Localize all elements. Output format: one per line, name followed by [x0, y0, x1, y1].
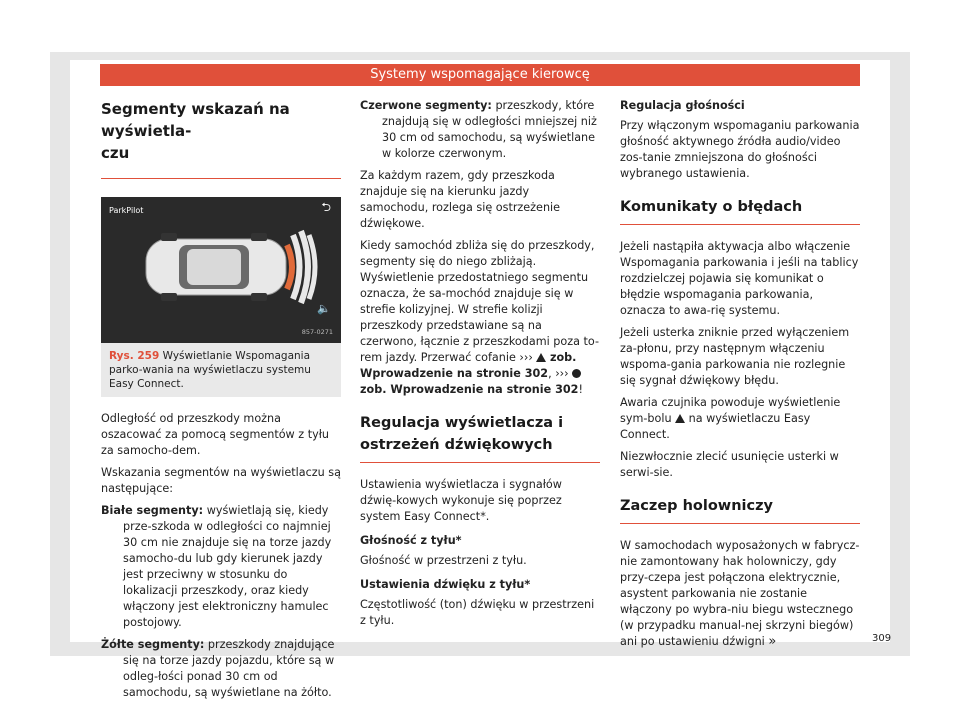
- paragraph: Odległość od przeszkody można oszacować za pomocą segmentów z tyłu za samocho-dem.: [101, 412, 329, 457]
- paragraph: Niezwłocznie zlecić usunięcie usterki w serwi-sie.: [620, 450, 839, 479]
- info-icon: [572, 369, 581, 378]
- section-heading-block: [360, 412, 600, 463]
- warning-icon: [675, 414, 685, 423]
- paragraph: Za każdym razem, gdy przeszkoda znajduje się na kierunku jazdy samochodu, rozlega się ostrzeżenie dźwiękowe.: [360, 169, 561, 230]
- screen-label: ParkPilot: [109, 206, 144, 215]
- caption-number: Rys. 259: [109, 350, 160, 362]
- section-heading: Komunikaty o błędach: [620, 199, 803, 215]
- figure-code: 857-0271: [301, 328, 333, 336]
- chapter-header: Systemy wspomagające kierowcę: [100, 64, 860, 86]
- crossref-link[interactable]: zob. Wprowadzenie na stronie 302: [360, 383, 579, 396]
- paragraph: Ustawienia wyświetlacza i sygnałów dźwię-kowych wykonuje się poprzez system Easy Connect*.: [360, 478, 562, 523]
- section-heading-block: [620, 495, 860, 524]
- paragraph: Awaria czujnika powoduje wyświetlenie sym-bolu na wyświetlaczu Easy Connect.: [620, 396, 841, 441]
- definition-white: Białe segmenty: wyświetlają się, kiedy prze-szkoda w odległości co najmniej 30 cm nie znajduje się na torze jazdy samocho-du lub gdy kierunek jazdy jest przeciwny w stosunku do lokalizacji przeszkody, oraz kiedy włączony jest elektroniczny hamulec postojowy.: [101, 504, 332, 629]
- column-middle: [360, 98, 600, 635]
- car-illustration: [101, 197, 341, 343]
- page-number: 309: [872, 633, 892, 644]
- definition-yellow: Żółte segmenty: przeszkody znajdujące się na torze jazdy pojazdu, które są w odleg-łości ponad 30 cm od samochodu, są wyświetlane na żółto.: [101, 638, 335, 699]
- section-heading: Zaczep holowniczy: [620, 498, 773, 514]
- section-heading-block: [620, 196, 860, 225]
- subheading: Głośność z tyłu*: [360, 534, 462, 547]
- column-right: [620, 98, 860, 656]
- paragraph-warning: Kiedy samochód zbliża się do przeszkody, segmenty się do niego zbliżają. Wyświetlenie przedostatniego segmentu oznacza, że sa-mochód znajduje się w strefie kolizyjnej. W strefie kolizji przeszkody przedstawiane są na czerwono, łącznie z przeszkodami poza to-rem jazdy. Przerwać cofanie ››› zob. Wprowadzenie na stronie 302, ››› zob. Wprowadzenie na stronie 302!: [360, 239, 599, 396]
- paragraph: Wskazania segmentów na wyświetlaczu są następujące:: [101, 466, 341, 495]
- section-heading: Regulacja wyświetlacza i ostrzeżeń dźwiękowych: [360, 415, 564, 453]
- return-icon: ⮌: [321, 200, 331, 214]
- paragraph: W samochodach wyposażonych w fabrycz-nie zamontowany hak holowniczy, gdy przy-czepa jest połączona elektrycznie, asystent parkowania nie zostanie włączony po wybra-niu biegu wstecznego (w przypadku manual-nej skrzyni biegów) ani po ustawieniu dźwigni »: [620, 539, 860, 649]
- caption-text: Wyświetlanie Wspomagania parko-wania na wyświetlaczu systemu Easy Connect.: [109, 350, 311, 390]
- subheading: Regulacja głośności: [620, 99, 745, 112]
- definition-red: Czerwone segmenty: przeszkody, które znajdują się w odległości mniejszej niż 30 cm od samochodu, są wyświetlane w kolorze czerwonym.: [360, 99, 597, 160]
- figure-caption: [101, 343, 341, 397]
- paragraph: Jeżeli nastąpiła aktywacja albo włączenie Wspomagania parkowania i jeśli na tablicy rozdzielczej pojawia się komunikat o błędzie wspomagania parkowania, oznacza to awa-rię systemu.: [620, 240, 859, 317]
- column-left: [101, 98, 341, 707]
- paragraph: Jeżeli usterka zniknie przed wyłączeniem za-płonu, przy następnym włączeniu wspoma-gania parkowania nie rozlegnie się sygnał dźwiękowy błędu.: [620, 326, 850, 387]
- section-heading: Segmenty wskazań na wyświetla- czu: [101, 100, 290, 162]
- paragraph: Przy włączonym wspomaganiu parkowania głośność aktywnego źródła audio/video zos-tanie zmniejszona do głośności wybranego ustawienia.: [620, 119, 860, 180]
- heading-block: [101, 98, 341, 179]
- warning-icon: [536, 353, 546, 362]
- speaker-icon[interactable]: 🔈: [317, 302, 331, 315]
- continue-icon: »: [768, 634, 777, 649]
- segment-red: [287, 245, 292, 289]
- paragraph: Głośność w przestrzeni z tyłu.: [360, 554, 527, 567]
- crossref-link[interactable]: zob. Wprowadzenie na stronie 302: [360, 351, 577, 380]
- subheading: Ustawienia dźwięku z tyłu*: [360, 578, 531, 591]
- paragraph: Częstotliwość (ton) dźwięku w przestrzeni z tyłu.: [360, 598, 595, 627]
- parkpilot-figure: [101, 197, 341, 343]
